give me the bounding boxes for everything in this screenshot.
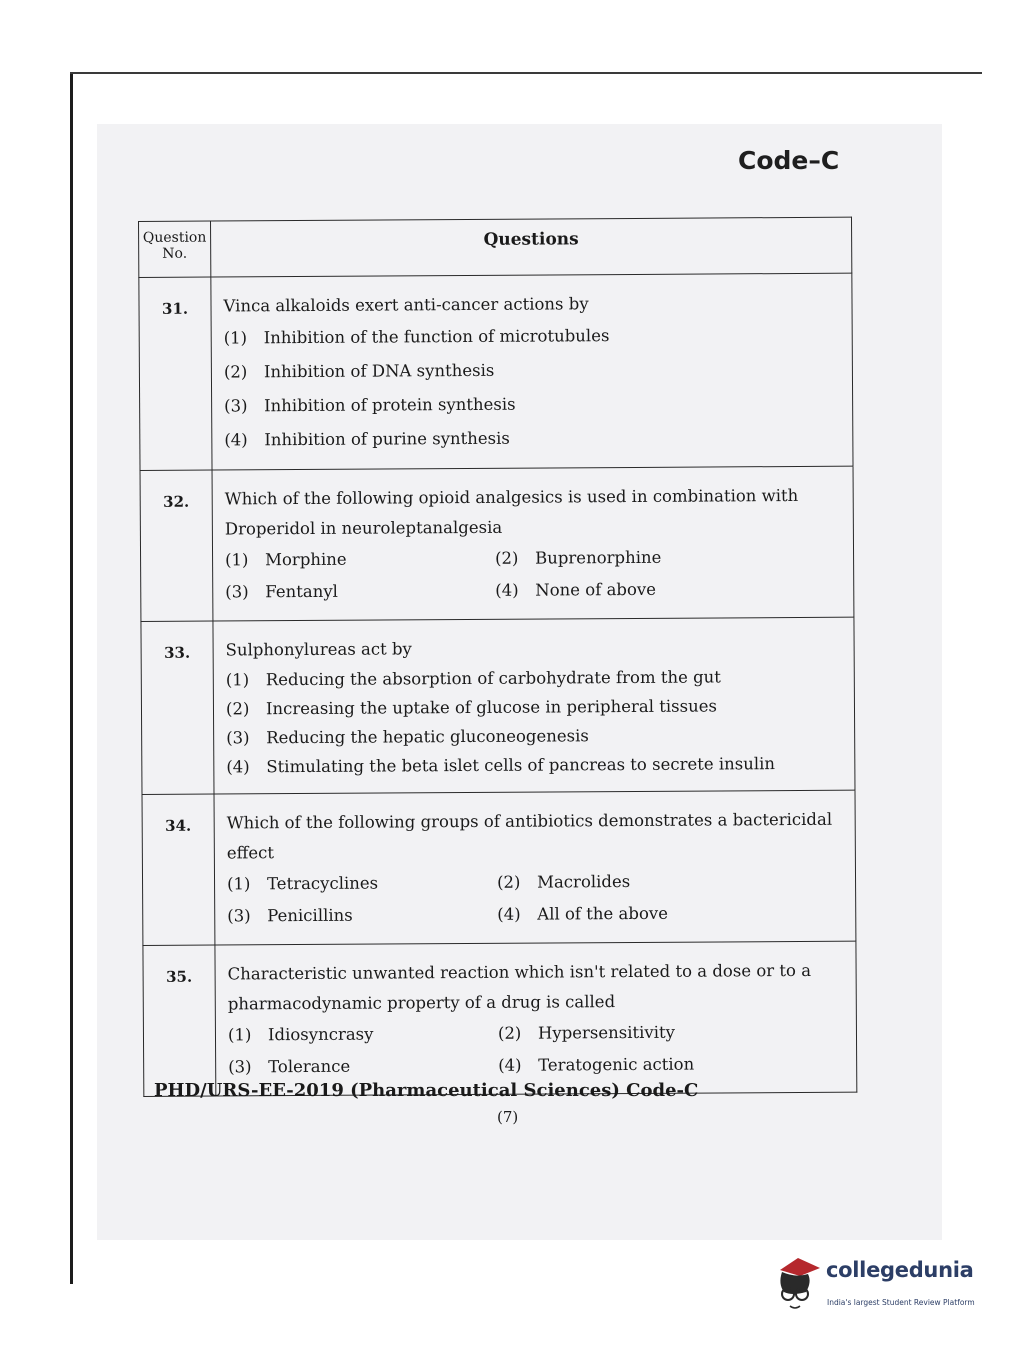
scan-border-top (70, 72, 982, 74)
option: (2) Macrolides (496, 872, 631, 892)
question-row (141, 617, 855, 794)
question-body (211, 273, 853, 470)
option-pair (228, 1016, 850, 1052)
question-number: 32. (140, 470, 213, 621)
option: (4) Stimulating the beta islet cells of pancreas to secrete insulin (226, 754, 776, 777)
brand-name: collegedunia (826, 1258, 974, 1282)
option: (1) Idiosyncrasy (227, 1024, 374, 1045)
option: (1) Tetracyclines (226, 873, 379, 894)
question-body (214, 790, 856, 945)
option: (3) Tolerance (228, 1056, 351, 1077)
option: (2) Increasing the uptake of glucose in peripheral tissues (225, 696, 717, 719)
option: (1) Morphine (225, 549, 347, 570)
collegedunia-watermark (770, 1248, 1000, 1326)
question-no-header: Question No. (139, 221, 211, 277)
question-number: 33. (141, 621, 214, 794)
brand-tagline: India's largest Student Review Platform (827, 1298, 975, 1307)
page-number: (7) (497, 1108, 519, 1126)
question-row (142, 790, 856, 945)
question-table (138, 217, 857, 1097)
option: (4) All of the above (497, 903, 668, 924)
option-pair (225, 541, 847, 577)
question-stem: Sulphonylureas act by (225, 639, 412, 660)
question-stem: Vinca alkaloids exert anti-cancer actions by (223, 294, 589, 316)
question-row (139, 273, 853, 470)
question-row (143, 941, 857, 1096)
option: (1) Reducing the absorption of carbohydrate from the gut (225, 667, 721, 690)
question-body (212, 466, 854, 621)
code-label: Code–C (738, 146, 840, 175)
option: (2) Buprenorphine (495, 547, 662, 568)
question-stem: Which of the following opioid analgesics is used in combination with Droperidol in neuroleptanalgesia (224, 485, 799, 539)
question-number: 35. (143, 945, 216, 1096)
option-pair (228, 1048, 850, 1084)
option: (3) Fentanyl (225, 581, 338, 602)
option: (3) Penicillins (227, 905, 353, 926)
graduate-mascot-icon (770, 1248, 826, 1318)
option: (1) Inhibition of the function of microtubules (223, 326, 610, 348)
exam-footer: PHD/URS-EE-2019 (Pharmaceutical Sciences) Code-C (154, 1080, 699, 1101)
question-row (140, 466, 854, 621)
option: (4) Teratogenic action (498, 1054, 695, 1075)
option: (3) Inhibition of protein synthesis (224, 394, 516, 416)
option: (2) Inhibition of DNA synthesis (223, 360, 495, 382)
question-number: 34. (142, 794, 215, 945)
questions-header: Questions (211, 217, 852, 277)
option-pair (227, 865, 849, 901)
question-stem: Which of the following groups of antibiotics demonstrates a bactericidal effect (226, 809, 833, 863)
option: (2) Hypersensitivity (497, 1022, 676, 1043)
option-pair (227, 897, 849, 933)
option: (4) Inhibition of purine synthesis (224, 428, 510, 450)
question-stem: Characteristic unwanted reaction which isn't related to a dose or to a pharmacodynamic property of a drug is called (227, 960, 812, 1014)
option: (4) None of above (495, 579, 657, 600)
option: (3) Reducing the hepatic gluconeogenesis (226, 726, 589, 748)
option-pair (225, 573, 847, 609)
scan-border-left (70, 72, 73, 1284)
question-body (215, 941, 857, 1096)
question-body (213, 617, 855, 794)
table-header-row (139, 217, 852, 277)
question-number: 31. (139, 277, 212, 470)
